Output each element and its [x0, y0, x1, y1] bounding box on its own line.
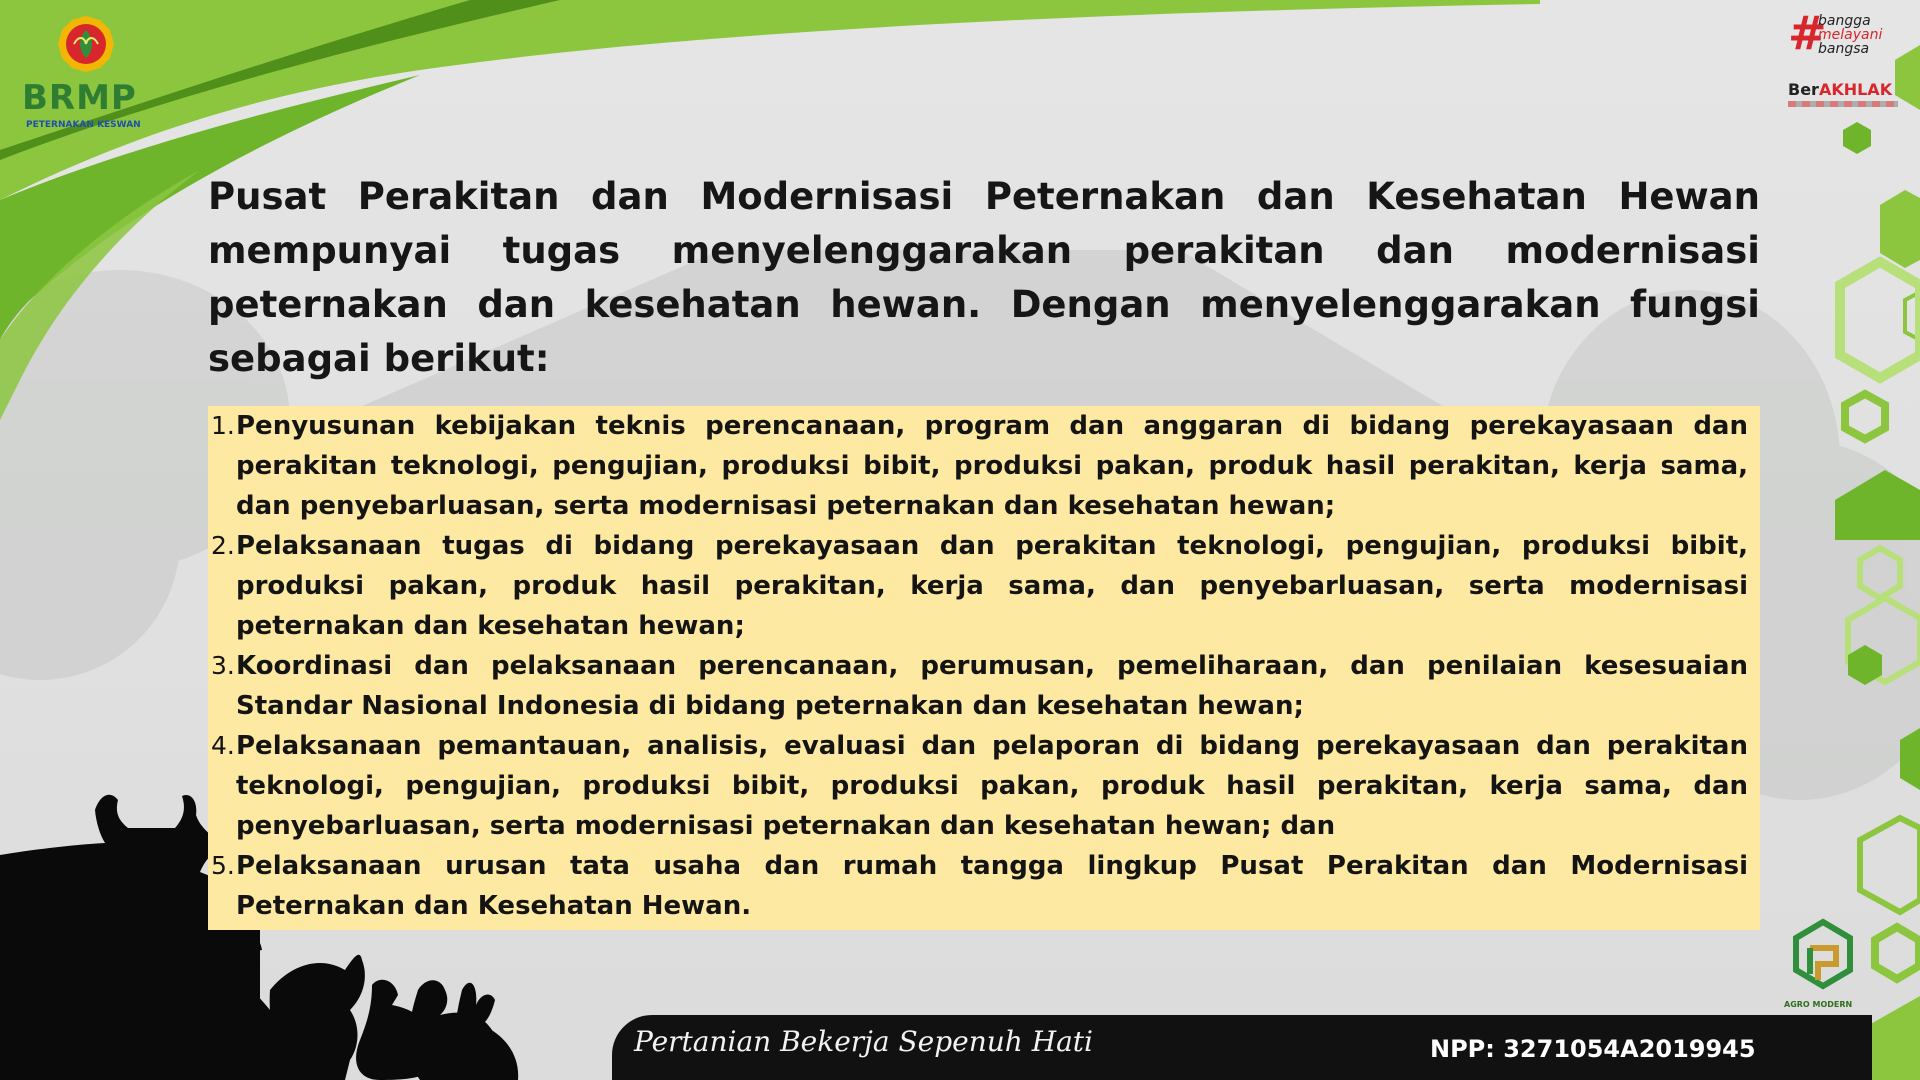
function-item-text: Koordinasi dan pelaksanaan perencanaan, perumusan, pemeliharaan, dan penilaian kesesuaian Standar Nasional Indonesia di bidang peternakan dan kesehatan hewan; — [236, 651, 1748, 721]
agro-modern-logo — [1780, 918, 1880, 1008]
function-item — [208, 406, 1748, 526]
function-item-text: Pelaksanaan urusan tata usaha dan rumah tangga lingkup Pusat Perakitan dan Modernisasi Peternakan dan Kesehatan Hewan. — [236, 851, 1748, 921]
function-item-text: Pelaksanaan pemantauan, analisis, evaluasi dan pelaporan di bidang perekayasaan dan perakitan teknologi, pengujian, produksi bibit, produksi pakan, produk hasil perakitan, kerja sama, dan penyebarluasan, serta modernisasi peternakan dan kesehatan hewan; dan — [236, 731, 1748, 841]
functions-list-box — [208, 406, 1760, 930]
agro-modern-label: AGRO MODERN — [1784, 1000, 1853, 1009]
function-item-number: 3. — [211, 651, 235, 680]
function-item — [208, 846, 1748, 926]
akhlak-main: AKHLAK — [1818, 80, 1893, 99]
brmp-logo-name: BRMP — [22, 78, 137, 118]
footer-bar — [612, 1015, 1872, 1080]
function-item — [208, 726, 1748, 846]
functions-list — [208, 406, 1748, 926]
function-item-number: 5. — [211, 851, 235, 880]
function-item — [208, 646, 1748, 726]
function-item-number: 4. — [211, 731, 235, 760]
function-item-text: Penyusunan kebijakan teknis perencanaan, program dan anggaran di bidang perekayasaan dan perakitan teknologi, pengujian, produksi bibit, produksi pakan, produk hasil perakitan, kerja sama, dan penyebarluasan, serta modernisasi peternakan dan kesehatan hewan; — [236, 411, 1748, 521]
function-item-text: Pelaksanaan tugas di bidang perekayasaan dan perakitan teknologi, pengujian, produksi bibit, produksi pakan, produk hasil perakitan, kerja sama, dan penyebarluasan, serta modernisasi peternakan dan kesehatan hewan; — [236, 531, 1748, 641]
footer-npp: NPP: 3271054A2019945 — [1430, 1035, 1756, 1063]
hashtag-symbol: # — [1788, 6, 1827, 60]
brmp-logo-icon — [18, 14, 148, 84]
function-item-number: 1. — [211, 411, 235, 440]
badge-line-3: bangsa — [1818, 41, 1870, 57]
agro-modern-logo-icon — [1788, 918, 1858, 998]
badge-line-1: bangga — [1818, 13, 1871, 29]
brmp-logo-subtitle: PETERNAKAN KESWAN — [26, 120, 141, 130]
akhlak-tagline-graphic — [1788, 101, 1898, 107]
berakhlak-badge — [1788, 80, 1898, 107]
akhlak-prefix: Ber — [1788, 80, 1819, 99]
brmp-logo — [18, 14, 148, 130]
footer-motto: Pertanian Bekerja Sepenuh Hati — [634, 1025, 1094, 1058]
intro-paragraph: Pusat Perakitan dan Modernisasi Peternakan dan Kesehatan Hewan mempunyai tugas menyelenggarakan perakitan dan modernisasi peternakan dan kesehatan hewan. Dengan menyelenggarakan fungsi sebagai berikut: — [208, 175, 1760, 380]
bangga-melayani-bangsa-badge — [1788, 6, 1908, 60]
function-item-number: 2. — [211, 531, 235, 560]
function-item — [208, 526, 1748, 646]
badge-line-2: melayani — [1818, 27, 1883, 43]
